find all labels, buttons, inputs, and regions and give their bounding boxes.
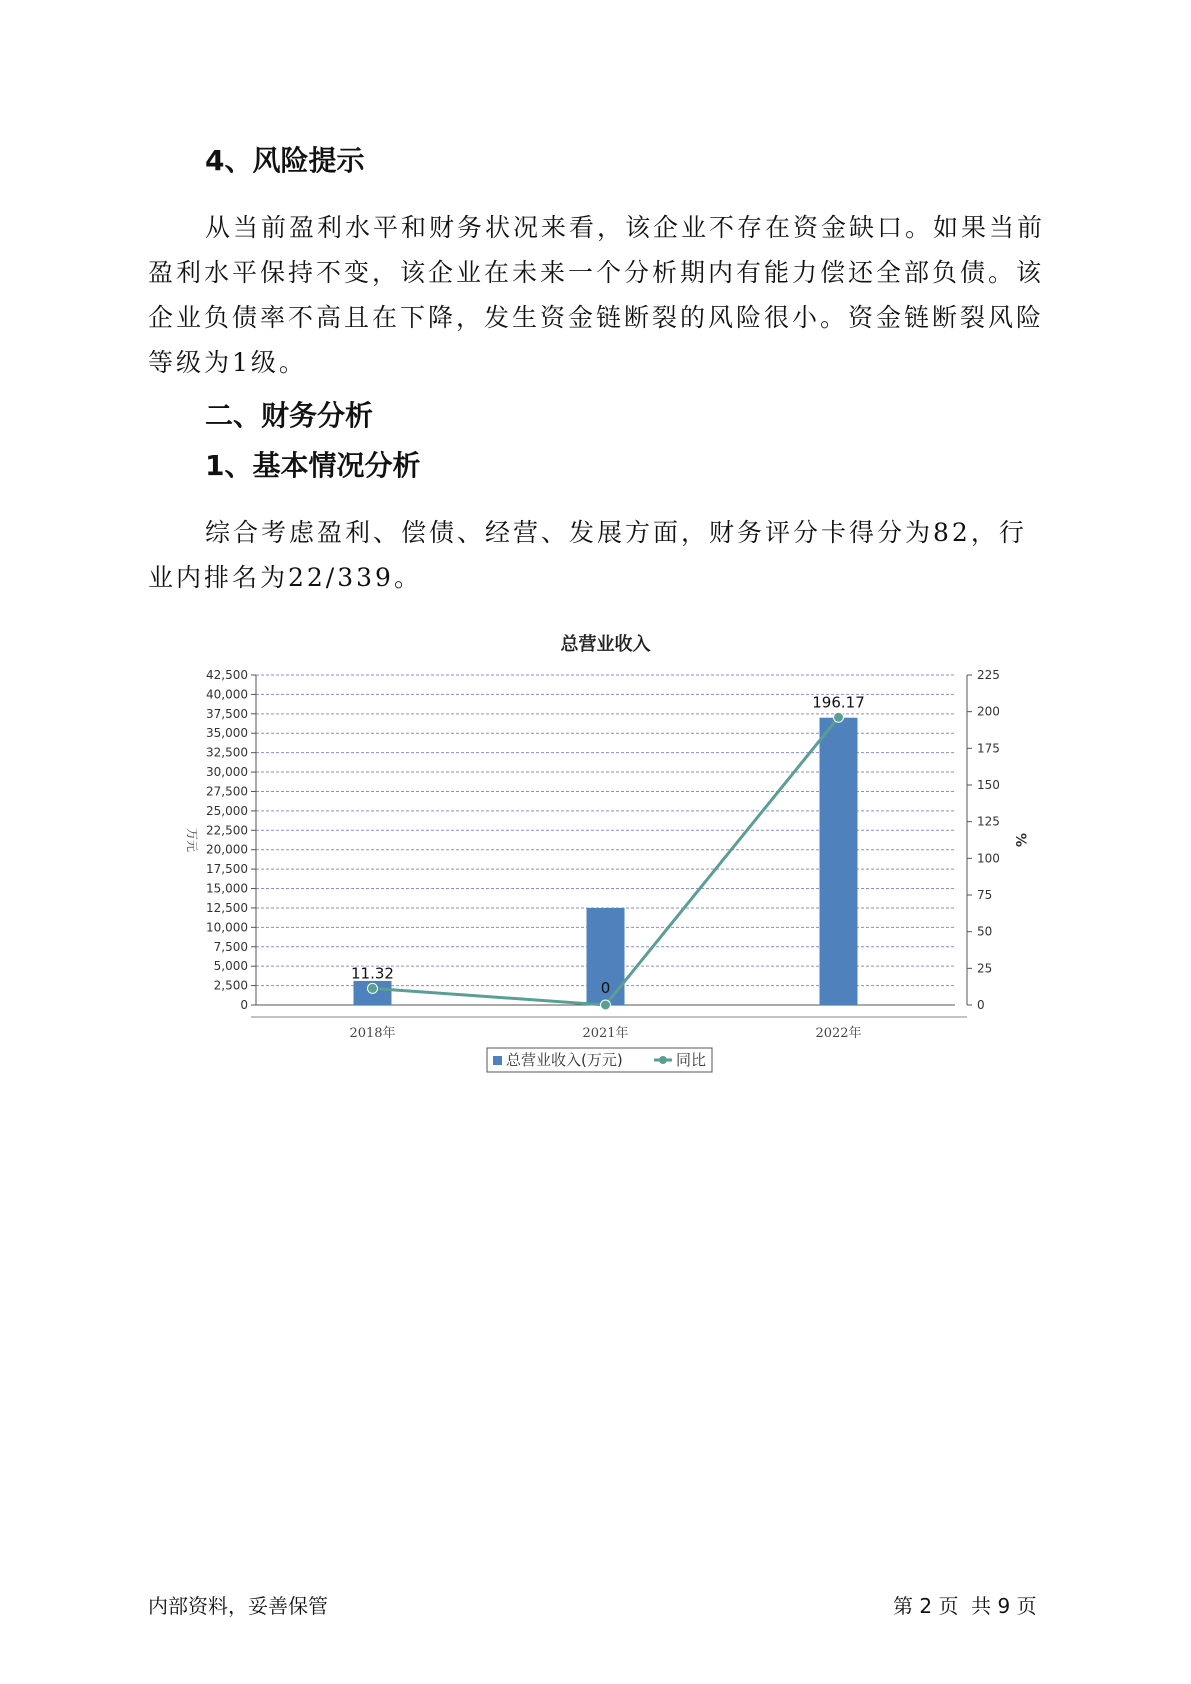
left-axis-tick-label: 35,000 <box>206 726 248 741</box>
left-axis-tick-label: 40,000 <box>206 687 248 702</box>
right-axis-tick-label: 175 <box>977 741 1000 756</box>
right-axis-tick-label: 150 <box>977 778 1000 792</box>
left-axis-tick-label: 25,000 <box>206 803 248 818</box>
left-axis-tick-label: 27,500 <box>206 784 248 799</box>
right-axis-tick-label: 75 <box>977 888 993 902</box>
left-axis-tick-label: 17,500 <box>206 862 248 877</box>
data-label-yoy: 11.32 <box>351 964 394 983</box>
right-axis-tick-label: 100 <box>977 851 1000 866</box>
footer-confidential: 内部资料，妥善保管 <box>148 1594 328 1618</box>
right-axis-tick-label: 225 <box>977 668 1000 682</box>
right-axis-tick-label: 0 <box>977 998 985 1012</box>
left-axis-tick-label: 7,500 <box>213 939 248 954</box>
right-axis-tick-label: 50 <box>977 924 993 939</box>
right-axis-tick-label: 200 <box>977 704 1000 719</box>
data-label-yoy: 196.17 <box>812 693 865 712</box>
legend-swatch-revenue <box>493 1056 502 1065</box>
paragraph-risk: 从当前盈利水平和财务状况来看，该企业不存在资金缺口。如果当前盈利水平保持不变，该企业在未来一个分析期内有能力偿还全部负债。该企业负债率不高且在下降，发生资金链断裂的风险很小。资金链断裂风险等级为1级。 <box>148 213 1046 377</box>
left-axis-tick-label: 12,500 <box>206 900 248 915</box>
left-axis-label: 万元 <box>185 827 199 853</box>
left-axis-tick-label: 15,000 <box>206 881 248 896</box>
left-axis-tick-label: 30,000 <box>206 765 248 780</box>
heading-finance: 二、财务分析 <box>205 399 374 432</box>
point-yoy <box>601 1000 611 1010</box>
left-axis-tick-label: 37,500 <box>206 706 248 721</box>
legend-label-revenue: 总营业收入(万元) <box>506 1051 623 1069</box>
x-axis-tick-label: 2018年 <box>349 1026 396 1041</box>
heading-basic-analysis: 1、基本情况分析 <box>205 449 421 482</box>
left-axis-tick-label: 10,000 <box>206 920 248 935</box>
left-axis-tick-label: 22,500 <box>206 823 248 838</box>
point-yoy <box>834 712 844 722</box>
left-axis-tick-label: 5,000 <box>213 959 248 974</box>
data-label-yoy: 0 <box>600 979 611 997</box>
right-axis-tick-label: 25 <box>977 961 993 976</box>
x-axis-tick-label: 2021年 <box>582 1026 629 1041</box>
legend-label-yoy: 同比 <box>676 1051 707 1069</box>
right-axis-tick-label: 125 <box>977 814 1000 829</box>
left-axis-tick-label: 2,500 <box>213 978 248 993</box>
paragraph-basic-analysis: 综合考虑盈利、偿债、经营、发展方面，财务评分卡得分为82，行业内排名为22/339。 <box>148 518 1027 592</box>
left-axis-tick-label: 32,500 <box>206 745 248 760</box>
bar-revenue <box>820 718 858 1005</box>
footer-page-number: 第 2 页 共 9 页 <box>893 1594 1037 1618</box>
left-axis-tick-label: 0 <box>240 998 248 1012</box>
legend-marker-yoy <box>659 1056 667 1064</box>
x-axis-tick-label: 2022年 <box>815 1026 862 1041</box>
right-axis-label: % <box>1012 832 1028 848</box>
left-axis-tick-label: 42,500 <box>206 668 248 682</box>
heading-risk: 4、风险提示 <box>205 144 365 177</box>
chart-title: 总营业收入 <box>560 634 651 655</box>
point-yoy <box>368 983 378 993</box>
left-axis-tick-label: 20,000 <box>206 842 248 857</box>
